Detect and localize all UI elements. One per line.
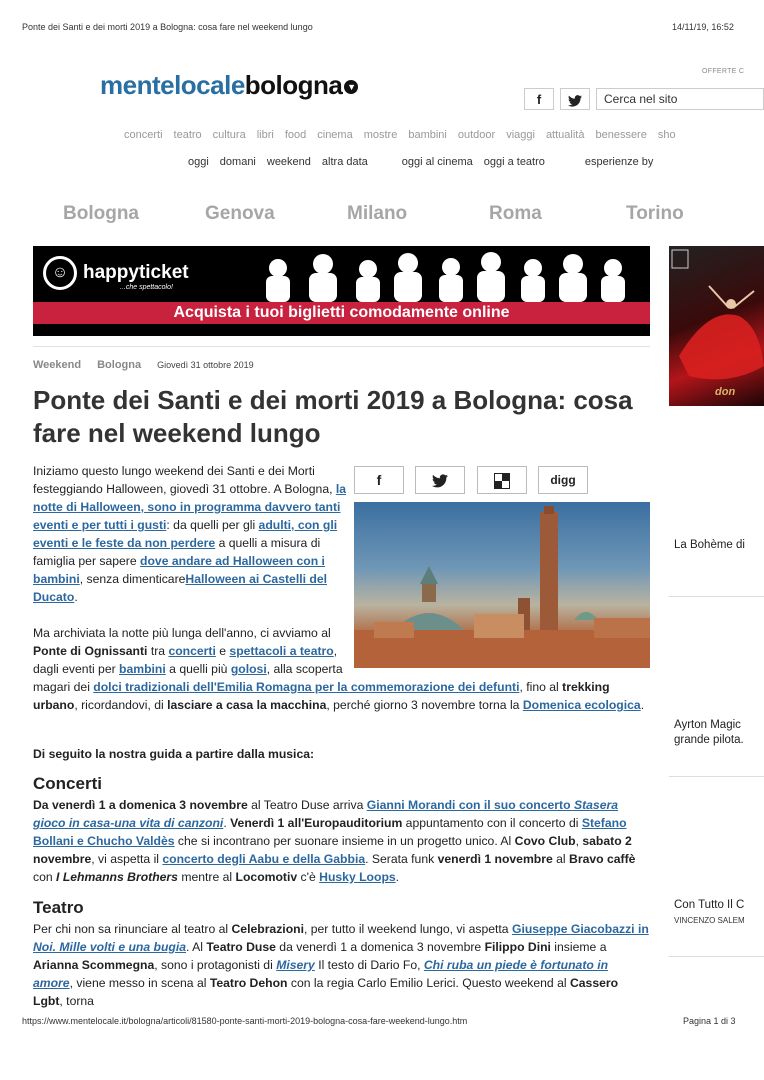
breadcrumb xyxy=(33,359,254,371)
link-halloween-bambini[interactable]: dove andare ad Halloween con i bambini xyxy=(33,554,325,586)
subnav-oggi-al-cinema[interactable]: oggi al cinema xyxy=(401,156,473,168)
nav-food[interactable]: food xyxy=(284,129,307,141)
nav-cultura[interactable]: cultura xyxy=(212,129,246,141)
link-aabu-gabbia[interactable]: concerto degli Aabu e della Gabbia xyxy=(162,852,366,866)
article-date: Giovedì 31 ottobre 2019 xyxy=(157,360,254,370)
city-tab-genova[interactable]: Genova xyxy=(205,203,275,224)
teatro-paragraph: Per chi non sa rinunciare al teatro al Celebrazioni, per tutto il weekend lungo, vi aspetta Giuseppe Giacobazzi in Noi. Mille volti e una bugia. Al Teatro Duse da venerdì 1 a domenica 3 novembre Filippo Dini insieme a Arianna Scommegna, sono i protagonisti di Misery Il testo di Dario Fo, Chi ruba un piede è fortunato in amore, viene messo in scena al Teatro Dehon con la regia Carlo Emilio Lerici. Questo weekend al Cassero Lgbt, torna xyxy=(33,922,649,1008)
subnav-oggi-a-teatro[interactable]: oggi a teatro xyxy=(483,156,545,168)
sidebar-divider xyxy=(669,776,764,777)
print-page-number: Pagina 1 di 3 xyxy=(683,1016,736,1026)
section-heading-concerti: Concerti xyxy=(33,774,102,793)
search-input[interactable]: Cerca nel sito xyxy=(596,88,764,110)
subnav-oggi[interactable]: oggi xyxy=(188,156,209,168)
side-ad-dancer-image[interactable] xyxy=(669,246,764,406)
divider xyxy=(33,346,650,347)
nav-bambini[interactable]: bambini xyxy=(408,129,447,141)
link-bollani-valdes[interactable]: Stefano Bollani e Chucho Valdès xyxy=(33,816,627,848)
offerte-link[interactable]: OFFERTE C xyxy=(702,68,745,75)
city-tab-bologna[interactable]: Bologna xyxy=(63,203,139,224)
share-facebook-button[interactable] xyxy=(354,466,404,494)
breadcrumb-section[interactable]: Weekend xyxy=(33,359,82,371)
twitter-icon xyxy=(568,92,582,107)
subnav-domani[interactable]: domani xyxy=(219,156,256,168)
link-domenica-ecologica[interactable]: Domenica ecologica xyxy=(522,698,641,712)
facebook-icon: f xyxy=(536,92,542,107)
link-dolci-tradizionali[interactable]: dolci tradizionali dell'Emilia Romagna per la commemorazione dei defunti xyxy=(93,680,520,694)
share-twitter-button[interactable] xyxy=(415,466,465,494)
article-paragraph-intro: Iniziamo questo lungo weekend dei Santi e dei Morti festeggiando Halloween, giovedì 31 ottobre. A Bologna, la notte di Halloween, sono in programma davvero tanti eventi e per tutti i gusti: da quelli per gli adulti, con gli eventi e le feste da non perdere a quelli a misura di famiglia per sapere dove andare ad Halloween con i bambini, senza dimenticareHalloween ai Castelli del Ducato. xyxy=(33,464,347,604)
print-footer-url: https://www.mentelocale.it/bologna/articoli/81580-ponte-santi-morti-2019-bologna-cosa-fare-weekend-lungo.htm xyxy=(22,1016,468,1026)
link-bambini[interactable]: bambini xyxy=(119,662,166,676)
happyticket-banner[interactable] xyxy=(33,246,650,336)
date-subnav xyxy=(188,156,664,168)
sidebar-divider xyxy=(669,956,764,957)
link-concerti[interactable]: concerti xyxy=(168,644,216,658)
link-chi-ruba-un-piede[interactable]: Chi ruba un piede è fortunato in amore xyxy=(33,958,609,990)
subnav-esperienze[interactable]: esperienze by xyxy=(584,156,654,168)
link-halloween-castelli[interactable]: Halloween ai Castelli del Ducato xyxy=(33,572,327,604)
link-golosi[interactable]: golosi xyxy=(230,662,267,676)
link-halloween-adulti[interactable]: adulti, con gli eventi e le feste da non perdere xyxy=(33,518,338,550)
city-tab-roma[interactable]: Roma xyxy=(489,203,542,224)
sidebar-item-ayrton[interactable]: Ayrton Magic grande pilota. xyxy=(674,719,744,746)
facebook-icon: f xyxy=(376,472,382,488)
link-spettacoli-teatro[interactable]: spettacoli a teatro xyxy=(229,644,334,658)
sidebar-item-boheme[interactable]: La Bohème di xyxy=(674,539,745,551)
article-title: Ponte dei Santi e dei morti 2019 a Bologna: cosa fare nel weekend lungo xyxy=(33,385,633,448)
nav-outdoor[interactable]: outdoor xyxy=(457,129,496,141)
happyticket-brand: happyticket xyxy=(83,262,189,284)
share-digg-button[interactable] xyxy=(538,466,588,494)
print-page-title: Ponte dei Santi e dei morti 2019 a Bologna: cosa fare nel weekend lungo xyxy=(22,22,313,32)
concerti-paragraph: Da venerdì 1 a domenica 3 novembre al Teatro Duse arriva Gianni Morandi con il suo concerto Stasera gioco in casa-una vita di canzoni. Venerdì 1 all'Europauditorium appuntamento con il concerto di Stefano Bollani e Chucho Valdès che si incontrano per suonare insieme in un progetto unico. Al Covo Club, sabato 2 novembre, vi aspetta il concerto degli Aabu e della Gabbia. Serata funk venerdì 1 novembre al Bravo caffè con I Lehmanns Brothers mentre al Locomotiv c'è Husky Loops. xyxy=(33,798,636,884)
happyticket-tagline: ...che spettacolo! xyxy=(120,284,173,291)
link-husky-loops[interactable]: Husky Loops xyxy=(319,870,396,884)
city-tab-torino[interactable]: Torino xyxy=(626,203,684,224)
link-giacobazzi[interactable]: Giuseppe Giacobazzi in Noi. Mille volti e una bugia xyxy=(33,922,649,954)
digg-label: digg xyxy=(550,473,576,487)
print-datetime: 14/11/19, 16:52 xyxy=(672,22,734,32)
link-notte-halloween[interactable]: la notte di Halloween, sono in programma davvero tanti eventi e per tutti i gusti xyxy=(33,482,347,532)
nav-teatro[interactable]: teatro xyxy=(173,129,202,141)
logo-text-city: bologna xyxy=(244,70,343,100)
share-delicious-button[interactable] xyxy=(477,466,527,494)
twitter-button[interactable] xyxy=(560,88,590,110)
twitter-icon xyxy=(432,472,448,488)
site-logo[interactable] xyxy=(100,70,358,101)
section-heading-teatro: Teatro xyxy=(33,898,84,917)
chevron-down-icon[interactable]: ▼ xyxy=(344,80,358,94)
nav-concerti[interactable]: concerti xyxy=(124,129,163,141)
subnav-weekend[interactable]: weekend xyxy=(266,156,311,168)
smiley-icon: ☺ xyxy=(43,256,77,290)
breadcrumb-city[interactable]: Bologna xyxy=(97,359,142,371)
delicious-icon xyxy=(494,472,510,488)
side-ad-caption: don xyxy=(715,386,736,398)
nav-shop[interactable]: sho xyxy=(657,129,676,141)
logo-text-main: mentelocale xyxy=(100,70,245,100)
guide-intro: Di seguito la nostra guida a partire dalla musica: xyxy=(33,747,315,761)
nav-viaggi[interactable]: viaggi xyxy=(506,129,535,141)
nav-attualita[interactable]: attualità xyxy=(545,129,585,141)
city-tab-milano[interactable]: Milano xyxy=(347,203,408,224)
banner-cta[interactable]: Acquista i tuoi biglietti comodamente online xyxy=(33,302,650,324)
sidebar-item-con-tutto[interactable]: Con Tutto Il C VINCENZO SALEM xyxy=(674,899,745,925)
subnav-altra-data[interactable]: altra data xyxy=(321,156,368,168)
article-paragraph-ponte: Ma archiviata la notte più lunga dell'anno, ci avviamo al Ponte di Ognissanti tra concerti e spettacoli a teatro, dagli eventi per bambini a quelli più golosi, alla scoperta magari dei dolci tradizionali dell'Emilia Romagna per la commemorazione dei defunti, fino al trekking urbano, ricordandovi, di lasciare a casa la macchina, perché giorno 3 novembre torna la Domenica ecologica. xyxy=(33,626,645,712)
facebook-button[interactable] xyxy=(524,88,554,110)
category-nav xyxy=(124,129,687,141)
nav-benessere[interactable]: benessere xyxy=(595,129,647,141)
link-misery[interactable]: Misery xyxy=(276,958,315,972)
nav-libri[interactable]: libri xyxy=(256,129,274,141)
nav-cinema[interactable]: cinema xyxy=(317,129,353,141)
sidebar-divider xyxy=(669,596,764,597)
link-gianni-morandi[interactable]: Gianni Morandi con il suo concerto Stasera gioco in casa-una vita di canzoni xyxy=(33,798,618,830)
nav-mostre[interactable]: mostre xyxy=(363,129,398,141)
